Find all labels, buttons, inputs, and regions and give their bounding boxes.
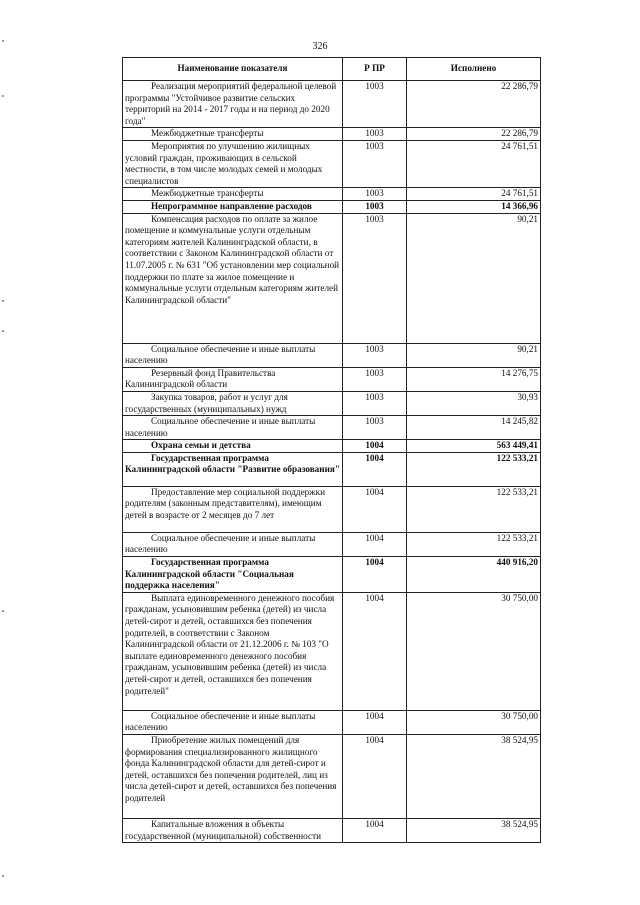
row-value-cell: 30 750,00 — [407, 592, 541, 710]
row-code-cell: 1003 — [343, 140, 407, 187]
table-row — [123, 81, 541, 128]
row-value-cell: 22 286,79 — [407, 81, 541, 128]
row-name-cell: Межбюджетные трансферты — [123, 188, 343, 201]
row-code-cell: 1004 — [343, 592, 407, 710]
table-row — [123, 710, 541, 734]
table-row — [123, 532, 541, 556]
row-value-cell: 90,21 — [407, 343, 541, 367]
row-code-cell: 1004 — [343, 735, 407, 819]
row-value-cell: 30 750,00 — [407, 710, 541, 734]
row-code-cell: 1004 — [343, 440, 407, 453]
row-code-cell: 1004 — [343, 452, 407, 486]
row-code-cell: 1004 — [343, 710, 407, 734]
expenditure-table — [122, 57, 541, 843]
table-row — [123, 452, 541, 486]
row-name-cell: Реализация мероприятий федеральной целевой программы "Устойчивое развитие сельских территорий на 2014 - 2017 годы и на период до 2020 года" — [123, 81, 343, 128]
row-name-cell: Социальное обеспечение и иные выплаты населению — [123, 343, 343, 367]
row-value-cell: 24 761,51 — [407, 140, 541, 187]
row-name-cell: Непрограммное направление расходов — [123, 200, 343, 213]
row-name-cell: Межбюджетные трансферты — [123, 128, 343, 141]
table-row — [123, 440, 541, 453]
header-section-code: Р ПР — [343, 58, 407, 81]
row-value-cell: 14 366,96 — [407, 200, 541, 213]
table-row — [123, 343, 541, 367]
table-row — [123, 140, 541, 187]
header-indicator-name: Наименование показателя — [123, 58, 343, 81]
table-row — [123, 367, 541, 391]
table-row — [123, 486, 541, 532]
scan-edge-marks — [2, 0, 6, 905]
row-name-cell: Резервный фонд Правительства Калининградской области — [123, 367, 343, 391]
row-name-cell: Социальное обеспечение и иные выплаты населению — [123, 416, 343, 440]
row-code-cell: 1003 — [343, 391, 407, 415]
row-code-cell: 1003 — [343, 128, 407, 141]
table-header-row — [123, 58, 541, 81]
row-value-cell: 563 449,41 — [407, 440, 541, 453]
row-name-cell: Мероприятия по улучшению жилищных условий граждан, проживающих в сельской местности, в том числе молодых семей и молодых специалистов — [123, 140, 343, 187]
row-code-cell: 1003 — [343, 367, 407, 391]
row-name-cell: Капитальные вложения в объекты государственной (муниципальной) собственности — [123, 819, 343, 843]
row-name-cell: Социальное обеспечение и иные выплаты населению — [123, 532, 343, 556]
table-row — [123, 188, 541, 201]
row-code-cell: 1003 — [343, 343, 407, 367]
row-code-cell: 1003 — [343, 416, 407, 440]
table-row — [123, 557, 541, 593]
table-row — [123, 213, 541, 343]
row-value-cell: 14 245,82 — [407, 416, 541, 440]
row-code-cell: 1004 — [343, 486, 407, 532]
row-value-cell: 38 524,95 — [407, 819, 541, 843]
row-value-cell: 122 533,21 — [407, 486, 541, 532]
row-value-cell: 90,21 — [407, 213, 541, 343]
row-code-cell: 1003 — [343, 200, 407, 213]
row-value-cell: 122 533,21 — [407, 532, 541, 556]
row-value-cell: 24 761,51 — [407, 188, 541, 201]
row-name-cell: Охрана семьи и детства — [123, 440, 343, 453]
table-row — [123, 416, 541, 440]
row-code-cell: 1003 — [343, 213, 407, 343]
page-number: 326 — [312, 41, 328, 52]
header-executed: Исполнено — [407, 58, 541, 81]
row-name-cell: Компенсация расходов по оплате за жилое помещение и коммунальные услуги отдельным категориям жителей Калининградской области, в соответствии с Законом Калининградской области от 11.07.2005 г. № 631 "Об установлении мер социальной поддержки по плате за жилое помещение и коммунальные услуги отдельным категориям жителей Калининградской области" — [123, 213, 343, 343]
row-name-cell: Государственная программа Калининградской области "Социальная поддержка населения" — [123, 557, 343, 593]
row-code-cell: 1003 — [343, 81, 407, 128]
row-code-cell: 1004 — [343, 532, 407, 556]
row-value-cell: 22 286,79 — [407, 128, 541, 141]
row-code-cell: 1003 — [343, 188, 407, 201]
row-value-cell: 440 916,20 — [407, 557, 541, 593]
table-row — [123, 735, 541, 819]
row-name-cell: Приобретение жилых помещений для формирования специализированного жилищного фонда Калининградской области для детей-сирот и детей, оставшихся без попечения родителей, лиц из числа детей-сирот и детей, оставшихся без попечения родителей — [123, 735, 343, 819]
table-row — [123, 200, 541, 213]
row-value-cell: 38 524,95 — [407, 735, 541, 819]
row-name-cell: Социальное обеспечение и иные выплаты населению — [123, 710, 343, 734]
row-value-cell: 14 276,75 — [407, 367, 541, 391]
row-value-cell: 122 533,21 — [407, 452, 541, 486]
table-row — [123, 819, 541, 843]
table-row — [123, 128, 541, 141]
row-value-cell: 30,93 — [407, 391, 541, 415]
table-row — [123, 391, 541, 415]
row-name-cell: Государственная программа Калининградской области "Развитие образования" — [123, 452, 343, 486]
row-code-cell: 1004 — [343, 819, 407, 843]
table-row — [123, 592, 541, 710]
row-code-cell: 1004 — [343, 557, 407, 593]
row-name-cell: Выплата единовременного денежного пособия гражданам, усыновившим ребенка (детей) из числа детей-сирот и детей, оставшихся без попечения родителей, в соответствии с Законом Калининградской области от 21.12.2006 г. № 103 "О выплате единовременного денежного пособия гражданам, усыновившим ребенка (детей) из числа детей-сирот и детей, оставшихся без попечения родителей" — [123, 592, 343, 710]
row-name-cell: Закупка товаров, работ и услуг для государственных (муниципальных) нужд — [123, 391, 343, 415]
row-name-cell: Предоставление мер социальной поддержки родителям (законным представителям), имеющим детей в возрасте от 2 месяцев до 7 лет — [123, 486, 343, 532]
